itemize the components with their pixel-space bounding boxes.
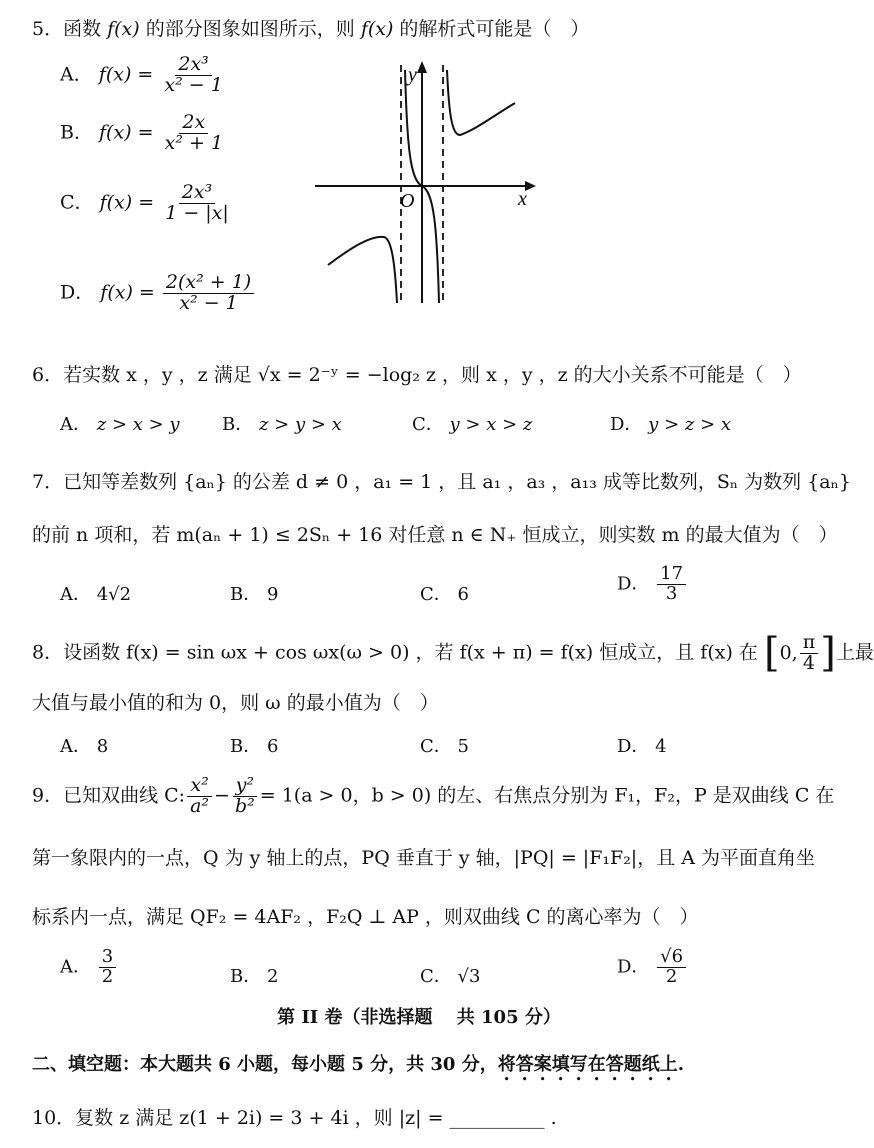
q9-option-d-fraction: $\frac{√6}{2}$ bbox=[657, 948, 686, 987]
y-axis-label: y bbox=[408, 64, 417, 86]
q9-stem-line1: 9．已知双曲线 C: $\frac{\text{x²}}{\text{a²}}$ − $\frac{\text{y²}}{\text{b²}}$ = 1(a > 0，b > 0) 的左、右焦点分别为 F₁，F₂，P 是双曲线 C 在 bbox=[32, 774, 835, 817]
q5-function-graph bbox=[310, 55, 540, 310]
q7-option-b: B． 9 bbox=[230, 584, 279, 605]
q7-option-c: C． 6 bbox=[420, 584, 469, 605]
q8-option-b: B． 6 bbox=[230, 736, 279, 757]
q8-interval: [ 0, $\frac{\pi}{4}$ ] bbox=[763, 630, 836, 677]
q8-option-a: A． 8 bbox=[60, 736, 109, 757]
q7-stem-line1: 7．已知等差数列 {aₙ} 的公差 d ≠ 0 ，a₁ = 1 ，且 a₁ ，a₃ ，a₁₃ 成等比数列，Sₙ 为数列 {aₙ} bbox=[32, 471, 851, 493]
q9-option-b: B． 2 bbox=[230, 966, 279, 987]
q6-option-a: A． z > x > y bbox=[60, 414, 180, 435]
curve-left-branch bbox=[328, 237, 397, 303]
q5-option-a: A． f(x) = $\frac{\text{2x³}}{\text{x² − 1}}$ bbox=[60, 55, 228, 96]
q8-option-c: C． 5 bbox=[420, 736, 469, 757]
q9-option-a: A． $\frac{3}{2}$ bbox=[60, 948, 118, 987]
q6-stem: 6．若实数 x ，y ，z 满足 √x = 2⁻ʸ = −log₂ z ，则 x ，y ，z 的大小关系不可能是（ ） bbox=[32, 364, 802, 386]
q5-option-a-fraction: $\frac{\text{2x³}}{\text{x² − 1}}$ bbox=[164, 53, 223, 96]
q8-option-d: D． 4 bbox=[617, 736, 667, 757]
q9-option-d: D． $\frac{√6}{2}$ bbox=[617, 948, 688, 987]
q9-stem-line2: 第一象限内的一点，Q 为 y 轴上的点，PQ 垂直于 y 轴，|PQ| = |F₁F₂|，且 A 为平面直角坐 bbox=[32, 847, 816, 869]
q9-option-a-fraction: $\frac{3}{2}$ bbox=[99, 948, 116, 987]
q6-option-b: B． z > y > x bbox=[222, 414, 342, 435]
part2-instructions: 二、填空题：本大题共 6 小题，每小题 5 分，共 30 分，将答案填写在答题纸上. bbox=[32, 1054, 684, 1075]
origin-label: O bbox=[400, 190, 415, 212]
q8-stem-line2: 大值与最小值的和为 0，则 ω 的最小值为（ ） bbox=[32, 692, 439, 714]
q5-option-b: B． f(x) = $\frac{2x}{\text{x² + 1}}$ bbox=[60, 113, 228, 154]
q9-option-c: C． √3 bbox=[420, 966, 481, 987]
q10-stem: 10．复数 z 满足 z(1 + 2i) = 3 + 4i ，则 |z| = __________ . bbox=[32, 1107, 557, 1129]
y-axis-arrow bbox=[417, 61, 427, 73]
x-axis-label: x bbox=[518, 188, 527, 210]
q5-option-d: D． f(x) = $\frac{\text{2(x² + 1)}}{\text{x² − 1}}$ bbox=[60, 273, 256, 314]
q7-stem-line2: 的前 n 项和，若 m(aₙ + 1) ≤ 2Sₙ + 16 对任意 n ∈ N₊ 恒成立，则实数 m 的最大值为（ ） bbox=[32, 524, 838, 546]
q6-option-d: D． y > z > x bbox=[610, 414, 732, 435]
curve-right-branch bbox=[447, 70, 515, 135]
q7-option-a: A． 4√2 bbox=[60, 584, 132, 605]
section-title: 第 II 卷（非选择题 共 105 分） bbox=[277, 1007, 561, 1028]
q8-stem-line1: 8．设函数 f(x) = sin ωx + cos ωx(ω > 0) ，若 f(x + π) = f(x) 恒成立，且 f(x) 在 [ 0, $\frac{\pi}{4}$ ] 上最 bbox=[32, 630, 874, 677]
q5-option-c-fraction: $\frac{\text{2x³}}{1 - |x|}$ bbox=[165, 181, 229, 224]
q5-option-b-fraction: $\frac{2x}{\text{x² + 1}}$ bbox=[164, 111, 224, 154]
q5-stem: 5．函数 f(x) 的部分图象如图所示，则 f(x) 的解析式可能是（ ） bbox=[32, 18, 590, 40]
q6-option-c: C． y > x > z bbox=[412, 414, 533, 435]
q7-option-d: D． $\frac{17}{3}$ bbox=[617, 565, 688, 604]
q7-option-d-fraction: $\frac{17}{3}$ bbox=[657, 565, 686, 604]
q5-option-c: C． f(x) = $\frac{\text{2x³}}{1 - |x|}$ bbox=[60, 183, 234, 224]
q9-stem-line3: 标系内一点，满足 QF₂ = 4AF₂ ，F₂Q ⊥ AP ，则双曲线 C 的离心率为（ ） bbox=[32, 906, 699, 928]
q5-option-d-fraction: $\frac{\text{2(x² + 1)}}{\text{x² − 1}}$ bbox=[163, 273, 254, 314]
